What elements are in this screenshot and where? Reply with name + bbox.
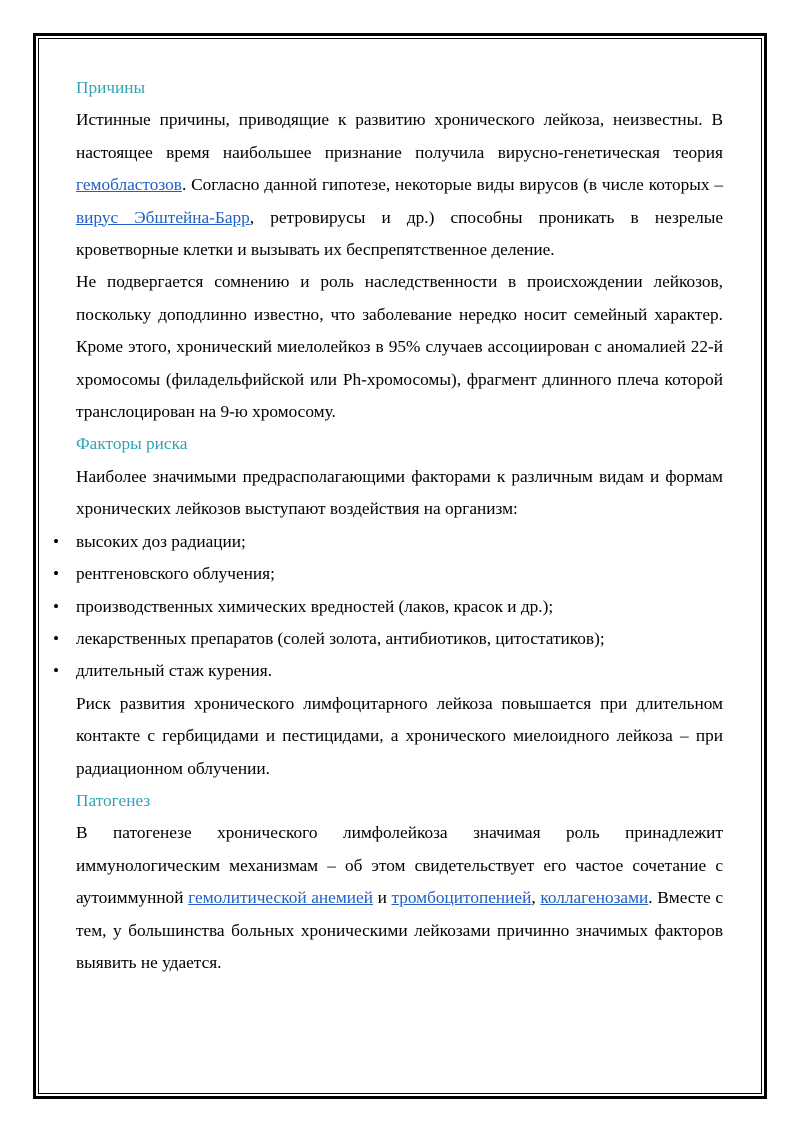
list-item-text: высоких доз радиации; [76, 531, 246, 551]
link-hemoblastoses[interactable]: гемобластозов [76, 175, 182, 195]
link-hemolytic-anemia[interactable]: гемолитической анемией [188, 888, 373, 908]
bullet-icon: • [53, 531, 60, 551]
causes-p1-text-b: . Согласно данной гипотезе, некоторые виды вирусов (в числе которых – [181, 175, 723, 195]
causes-p1-text-a: Истинные причины, приводящие к развитию хронического лейкоза, неизвестны. В настоящее время наибольшее признание получила вирусно-генетическая теория [76, 110, 723, 162]
pathogenesis-text-c: , [531, 888, 541, 908]
list-item [53, 655, 723, 687]
list-item-text: длительный стаж курения. [76, 661, 273, 681]
section-heading-pathogenesis: Патогенез [76, 790, 151, 810]
risk-intro-paragraph: Наиболее значимыми предрасполагающими факторами к различным видам и формам хронических лейкозов выступают воздействия на организм: [76, 466, 723, 519]
section-heading-risk-factors: Факторы риска [76, 434, 188, 454]
bullet-icon: • [53, 661, 60, 681]
bullet-icon: • [53, 564, 60, 584]
pathogenesis-text-d: . Вместе с тем, у большинства больных хроническими лейкозами причинно значимых факторов выявить не удается. [76, 888, 724, 972]
list-item [53, 526, 723, 558]
risk-outro-paragraph: Риск развития хронического лимфоцитарного лейкоза повышается при длительном контакте с гербицидами и пестицидами, а хронического миелоидного лейкоза – при радиационном облучении. [76, 693, 723, 778]
pathogenesis-text-a: В патогенезе хронического лимфолейкоза значимая роль принадлежит иммунологическим механизмам – об этом свидетельствует его частое сочетание с аутоиммунной [76, 823, 723, 908]
list-item [53, 558, 723, 590]
link-epstein-barr-virus[interactable]: вирус Эбштейна-Барр [76, 207, 250, 227]
section-heading-causes: Причины [76, 78, 146, 97]
bullet-icon: • [53, 596, 60, 616]
pathogenesis-text-b: и [372, 888, 392, 908]
pathogenesis-paragraph [76, 817, 723, 979]
causes-paragraph-1 [76, 104, 723, 266]
link-collagenoses[interactable]: коллагенозами [540, 888, 649, 908]
causes-p1-text-c: , ретровирусы и др.) способны проникать в незрелые кроветворные клетки и вызывать их беспрепятственное деление. [76, 207, 723, 260]
risk-factors-list [53, 526, 723, 688]
list-item-text: производственных химических вредностей (лаков, красок и др.); [76, 596, 554, 616]
causes-paragraph-2: Не подвергается сомнению и роль наследственности в происхождении лейкозов, поскольку доподлинно известно, что заболевание нередко носит семейный характер. Кроме этого, хронический миелолейкоз в 95% случаев ассоциирован с аномалией 22-й хромосомы (филадельфийской или Ph-хромосомы), фрагмент длинного плеча которой транслоцирован на 9-ю хромосому. [76, 272, 723, 422]
list-item-text: лекарственных препаратов (солей золота, антибиотиков, цитостатиков); [76, 628, 605, 648]
list-item-text: рентгеновского облучения; [76, 564, 275, 584]
list-item [53, 591, 723, 623]
link-thrombocytopenia[interactable]: тромбоцитопенией [391, 888, 532, 908]
document-body [53, 72, 724, 979]
bullet-icon: • [53, 628, 60, 648]
list-item [53, 623, 723, 655]
